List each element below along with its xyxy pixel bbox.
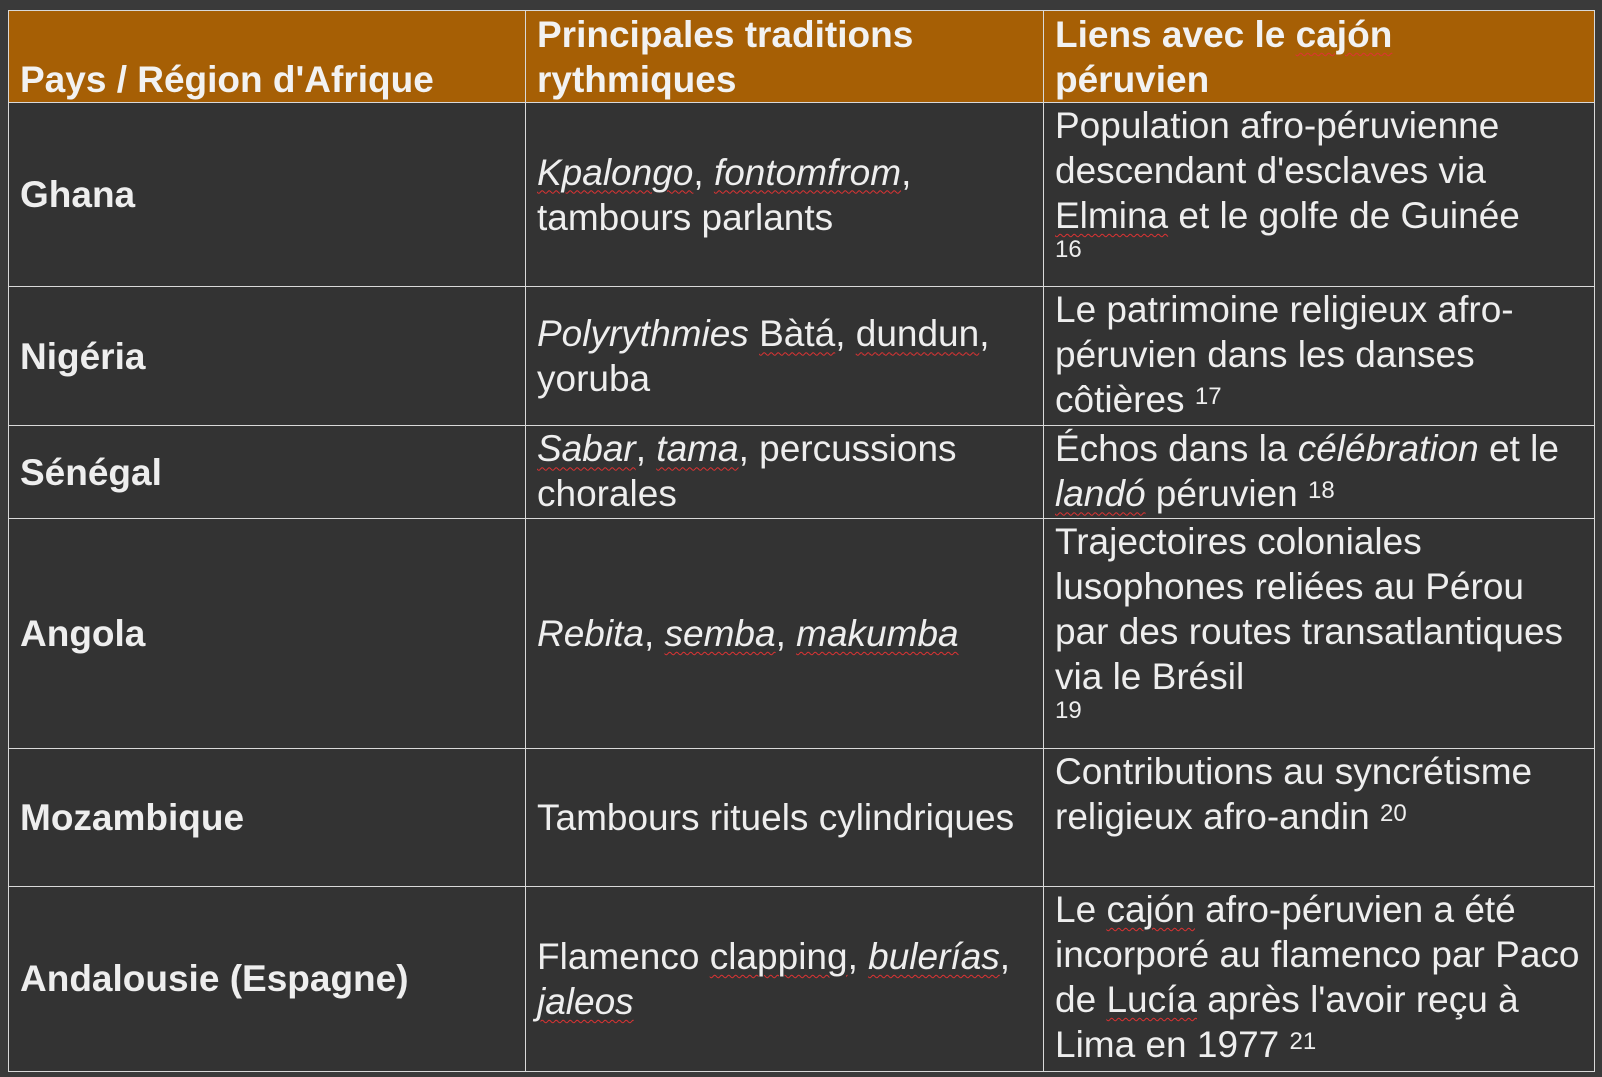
cell-traditions: Sabar, tama, percussions chorales: [526, 426, 1044, 519]
footnote-ref: 17: [1194, 383, 1222, 411]
footnote-ref: 19: [1055, 697, 1082, 725]
cell-links: Population afro-péruvienne descendant d'esclaves via Elmina et le golfe de Guinée 16: [1044, 103, 1595, 287]
table-row: [9, 103, 1595, 287]
table-row: [9, 519, 1595, 748]
cell-links: Échos dans la célébration et le landó péruvien $^{18}$: [1044, 426, 1595, 519]
footnote-ref: 20: [1379, 799, 1407, 827]
cell-traditions: Flamenco clapping, bulerías, jaleos: [526, 886, 1044, 1071]
cell-country: Andalousie (Espagne): [9, 886, 526, 1071]
footnote-ref: 21: [1289, 1027, 1317, 1055]
table-row: [9, 287, 1595, 426]
cell-links: Le patrimoine religieux afro-péruvien dans les danses côtières $^{17}$: [1044, 287, 1595, 426]
table-row: [9, 748, 1595, 886]
footnote-ref: 18: [1308, 477, 1335, 505]
cell-country: Sénégal: [9, 426, 526, 519]
cell-links: Contributions au syncrétisme religieux afro-andin $^{20}$: [1044, 748, 1595, 886]
header-country: Pays / Région d'Afrique: [9, 11, 526, 103]
header-traditions: Principales traditions rythmiques: [526, 11, 1044, 103]
cell-country: Angola: [9, 519, 526, 748]
table-row: [9, 886, 1595, 1071]
table-row: [9, 426, 1595, 519]
cell-country: Nigéria: [9, 287, 526, 426]
cell-country: Ghana: [9, 103, 526, 287]
cell-traditions: Tambours rituels cylindriques: [526, 748, 1044, 886]
footnote-ref: 16: [1055, 236, 1082, 263]
header-links: Liens avec le cajón péruvien: [1044, 11, 1595, 103]
cell-country: Mozambique: [9, 748, 526, 886]
cell-traditions: Rebita, semba, makumba: [526, 519, 1044, 748]
cell-links: Trajectoires coloniales lusophones reliées au Pérou par des routes transatlantiques via le Brésil 19: [1044, 519, 1595, 748]
cell-traditions: Kpalongo, fontomfrom, tambours parlants: [526, 103, 1044, 287]
cell-links: Le cajón afro-péruvien a été incorporé au flamenco par Paco de Lucía après l'avoir reçu à Lima en 1977 $^{21}$: [1044, 886, 1595, 1071]
table-header-row: [9, 11, 1595, 103]
cell-traditions: Polyrythmies Bàtá, dundun, yoruba: [526, 287, 1044, 426]
african-rhythms-table: [8, 10, 1595, 1072]
